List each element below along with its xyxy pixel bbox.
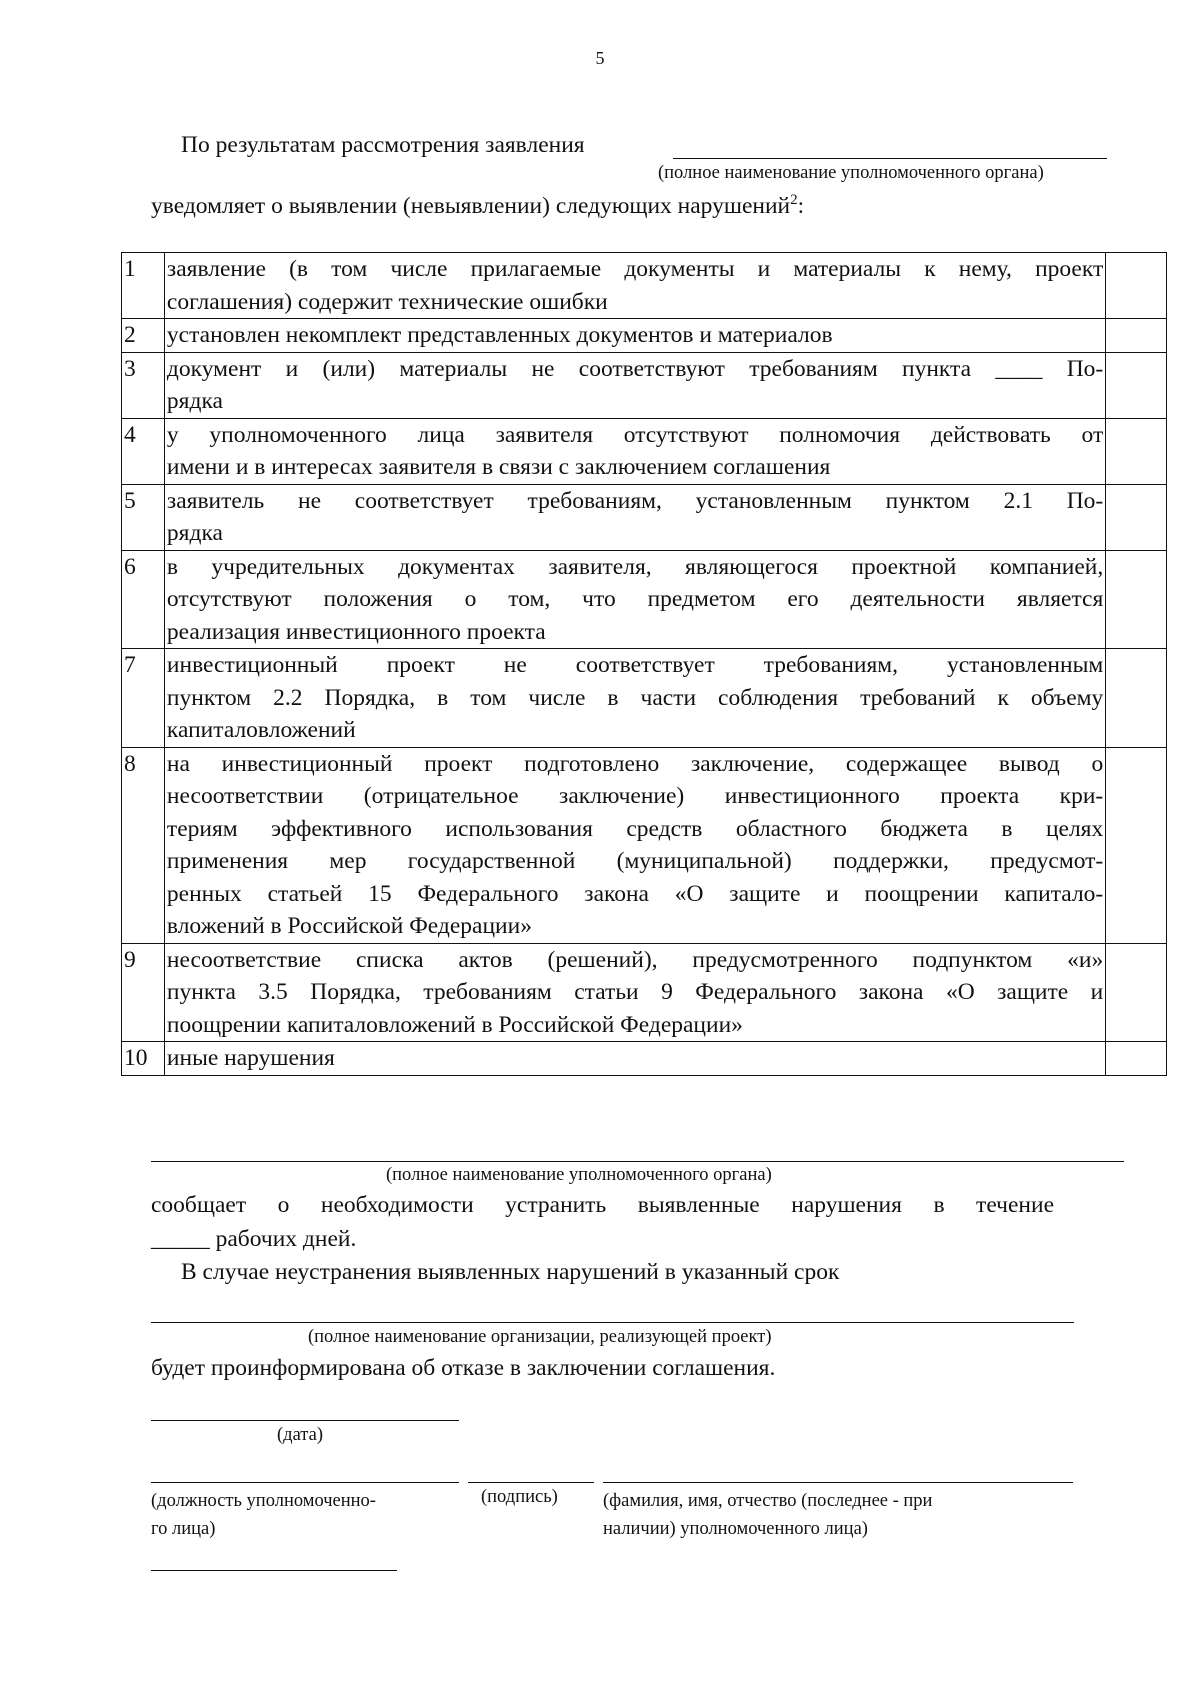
table-row <box>122 550 1167 649</box>
table-row <box>122 484 1167 550</box>
full-name-line <box>603 1482 1073 1483</box>
full-name-caption-line-2: наличии) уполномоченного лица) <box>603 1519 868 1539</box>
row-number: 4 <box>122 418 165 484</box>
case-line: В случае неустранения выявленных нарушений в указанный срок <box>181 1259 840 1285</box>
violation-description <box>164 418 1105 484</box>
position-caption-line-2: го лица) <box>151 1519 216 1539</box>
table-row <box>122 418 1167 484</box>
row-number: 5 <box>122 484 165 550</box>
violation-line: пункта 3.5 Порядка, требованиям статьи 9 Федерального закона «О защите и <box>166 979 1104 1005</box>
table-row <box>122 943 1167 1042</box>
footnote-separator <box>151 1570 397 1571</box>
row-number: 2 <box>122 319 165 353</box>
full-name-caption-line-1: (фамилия, имя, отчество (последнее - при <box>603 1491 933 1511</box>
intro-text: По результатам рассмотрения заявления <box>181 132 585 158</box>
row-number: 6 <box>122 550 165 649</box>
message-line-1: сообщает о необходимости устранить выявленные нарушения в течение <box>151 1192 1054 1218</box>
violation-description <box>164 1042 1105 1076</box>
violation-line: териям эффективного использования средств областного бюджета в целях <box>166 815 1104 842</box>
violation-line: имени и в интересах заявителя в связи с заключением соглашения <box>166 454 831 480</box>
row-number: 3 <box>122 352 165 418</box>
violation-line: инвестиционный проект не соответствует требованиям, установленным <box>166 652 1104 678</box>
violation-line: заявитель не соответствует требованиям, установленным пунктом 2.1 По- <box>166 487 1104 514</box>
violation-line: заявление (в том числе прилагаемые документы и материалы к нему, проект <box>166 256 1104 282</box>
date-caption: (дата) <box>277 1425 323 1445</box>
refusal-line: будет проинформирована об отказе в заключении соглашения. <box>151 1355 776 1381</box>
row-number: 8 <box>122 747 165 943</box>
mark-cell[interactable] <box>1106 352 1167 418</box>
organ-name-line-2 <box>151 1161 1124 1162</box>
page-number: 5 <box>595 48 605 68</box>
row-number: 7 <box>122 649 165 748</box>
mark-cell[interactable] <box>1106 418 1167 484</box>
row-number: 10 <box>122 1042 165 1076</box>
violation-description <box>164 747 1105 943</box>
violation-line: вложений в Российской Федерации» <box>166 913 532 939</box>
violation-description <box>164 550 1105 649</box>
violation-description <box>164 484 1105 550</box>
violation-line: применения мер государственной (муниципальной) поддержки, предусмот- <box>166 848 1104 874</box>
row-number: 1 <box>122 253 165 319</box>
mark-cell[interactable] <box>1106 943 1167 1042</box>
violation-line: несоответствии (отрицательное заключение) инвестиционного проекта кри- <box>166 783 1104 809</box>
violation-line: рядка <box>166 520 223 546</box>
notice-text <box>151 192 804 220</box>
mark-cell[interactable] <box>1106 319 1167 353</box>
organ-name-caption-2: (полное наименование уполномоченного органа) <box>386 1165 772 1185</box>
org-name-line <box>151 1322 1074 1323</box>
violation-line: капиталовложений <box>166 717 356 743</box>
table-row <box>122 319 1167 353</box>
date-line <box>151 1420 459 1421</box>
position-caption <box>151 1487 376 1543</box>
violation-line: иные нарушения <box>166 1045 335 1071</box>
org-name-caption: (полное наименование организации, реализующей проект) <box>308 1327 772 1347</box>
violation-line: соглашения) содержит технические ошибки <box>166 288 608 315</box>
organ-name-caption: (полное наименование уполномоченного органа) <box>658 163 1044 183</box>
position-caption-line-1: (должность уполномоченно- <box>151 1491 376 1511</box>
table-row <box>122 747 1167 943</box>
violation-line: пунктом 2.2 Порядка, в том числе в части соблюдения требований к объему <box>166 684 1104 711</box>
violation-line: на инвестиционный проект подготовлено заключение, содержащее вывод о <box>166 750 1104 777</box>
violation-line: в учредительных документах заявителя, являющегося проектной компанией, <box>166 553 1104 580</box>
violation-description <box>164 253 1105 319</box>
footnote-mark: 2 <box>790 192 798 208</box>
table-row <box>122 649 1167 748</box>
signature-line <box>468 1482 594 1483</box>
violations-table <box>121 252 1167 1076</box>
organ-name-line <box>673 158 1107 159</box>
table-row <box>122 253 1167 319</box>
mark-cell[interactable] <box>1106 484 1167 550</box>
signature-caption: (подпись) <box>481 1487 558 1507</box>
violation-description <box>164 943 1105 1042</box>
violation-line: поощрении капиталовложений в Российской Федерации» <box>166 1011 743 1038</box>
notice-main: уведомляет о выявлении (невыявлении) следующих нарушений <box>151 192 791 219</box>
message-line-2: _____ рабочих дней. <box>151 1226 357 1252</box>
violation-line: установлен некомплект представленных документов и материалов <box>166 322 833 348</box>
violation-description <box>164 352 1105 418</box>
violation-line: отсутствуют положения о том, что предметом его деятельности является <box>166 586 1104 612</box>
mark-cell[interactable] <box>1106 649 1167 748</box>
mark-cell[interactable] <box>1106 550 1167 649</box>
violation-line: реализация инвестиционного проекта <box>166 618 546 645</box>
violations-table-body <box>122 253 1167 1076</box>
mark-cell[interactable] <box>1106 747 1167 943</box>
notice-end: : <box>797 192 805 219</box>
violation-line: документ и (или) материалы не соответствуют требованиям пункта ____ По- <box>166 355 1104 382</box>
row-number: 9 <box>122 943 165 1042</box>
mark-cell[interactable] <box>1106 1042 1167 1076</box>
position-line <box>151 1482 459 1483</box>
table-row <box>122 1042 1167 1076</box>
violation-line: несоответствие списка актов (решений), предусмотренного подпунктом «и» <box>166 946 1104 973</box>
violation-line: рядка <box>166 388 223 414</box>
violation-description <box>164 649 1105 748</box>
violation-description <box>164 319 1105 353</box>
violation-line: у уполномоченного лица заявителя отсутствуют полномочия действовать от <box>166 421 1104 448</box>
table-row <box>122 352 1167 418</box>
full-name-caption <box>603 1487 932 1543</box>
mark-cell[interactable] <box>1106 253 1167 319</box>
violation-line: ренных статьей 15 Федерального закона «О защите и поощрении капитало- <box>166 880 1104 907</box>
